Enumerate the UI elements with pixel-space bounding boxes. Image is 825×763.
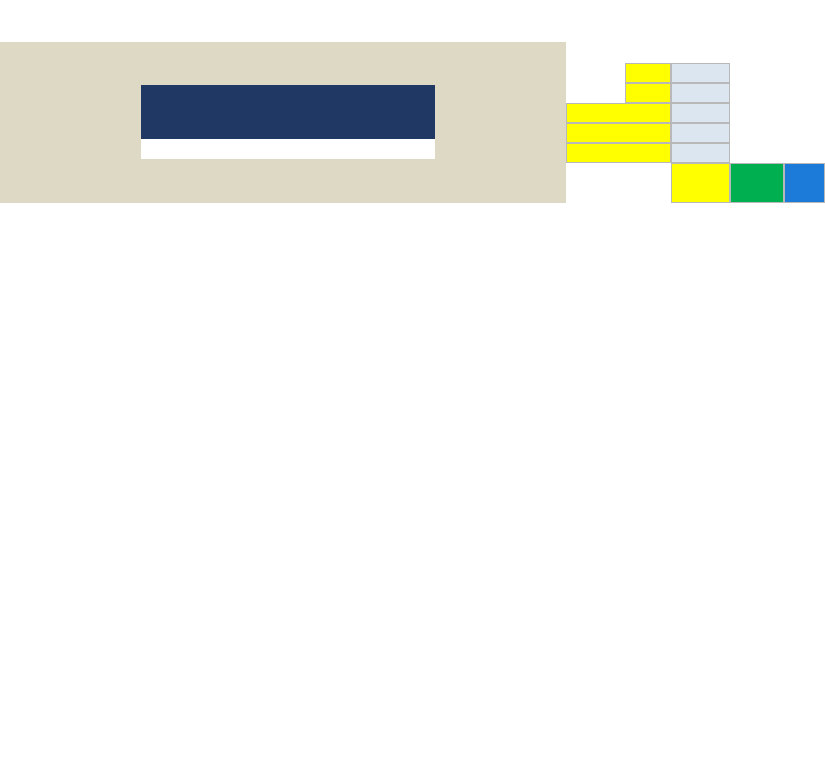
giorno-label bbox=[625, 83, 671, 103]
minore-label bbox=[566, 143, 671, 163]
karon-url[interactable] bbox=[141, 139, 435, 159]
stato-label bbox=[566, 123, 671, 143]
orario-value[interactable] bbox=[671, 103, 730, 123]
minore-value[interactable] bbox=[671, 143, 730, 163]
no-header bbox=[597, 183, 625, 203]
manager-header bbox=[730, 163, 784, 203]
addetto-header bbox=[671, 163, 730, 203]
note-header bbox=[784, 163, 825, 203]
wp-header bbox=[625, 183, 671, 203]
orario-label bbox=[566, 103, 671, 123]
giorno-value[interactable] bbox=[671, 83, 730, 103]
data-label bbox=[625, 63, 671, 83]
stato-value[interactable] bbox=[671, 123, 730, 143]
data-value[interactable] bbox=[671, 63, 730, 83]
karon-banner bbox=[141, 85, 435, 139]
ncm-logo bbox=[632, 0, 722, 40]
si-header bbox=[566, 183, 597, 203]
